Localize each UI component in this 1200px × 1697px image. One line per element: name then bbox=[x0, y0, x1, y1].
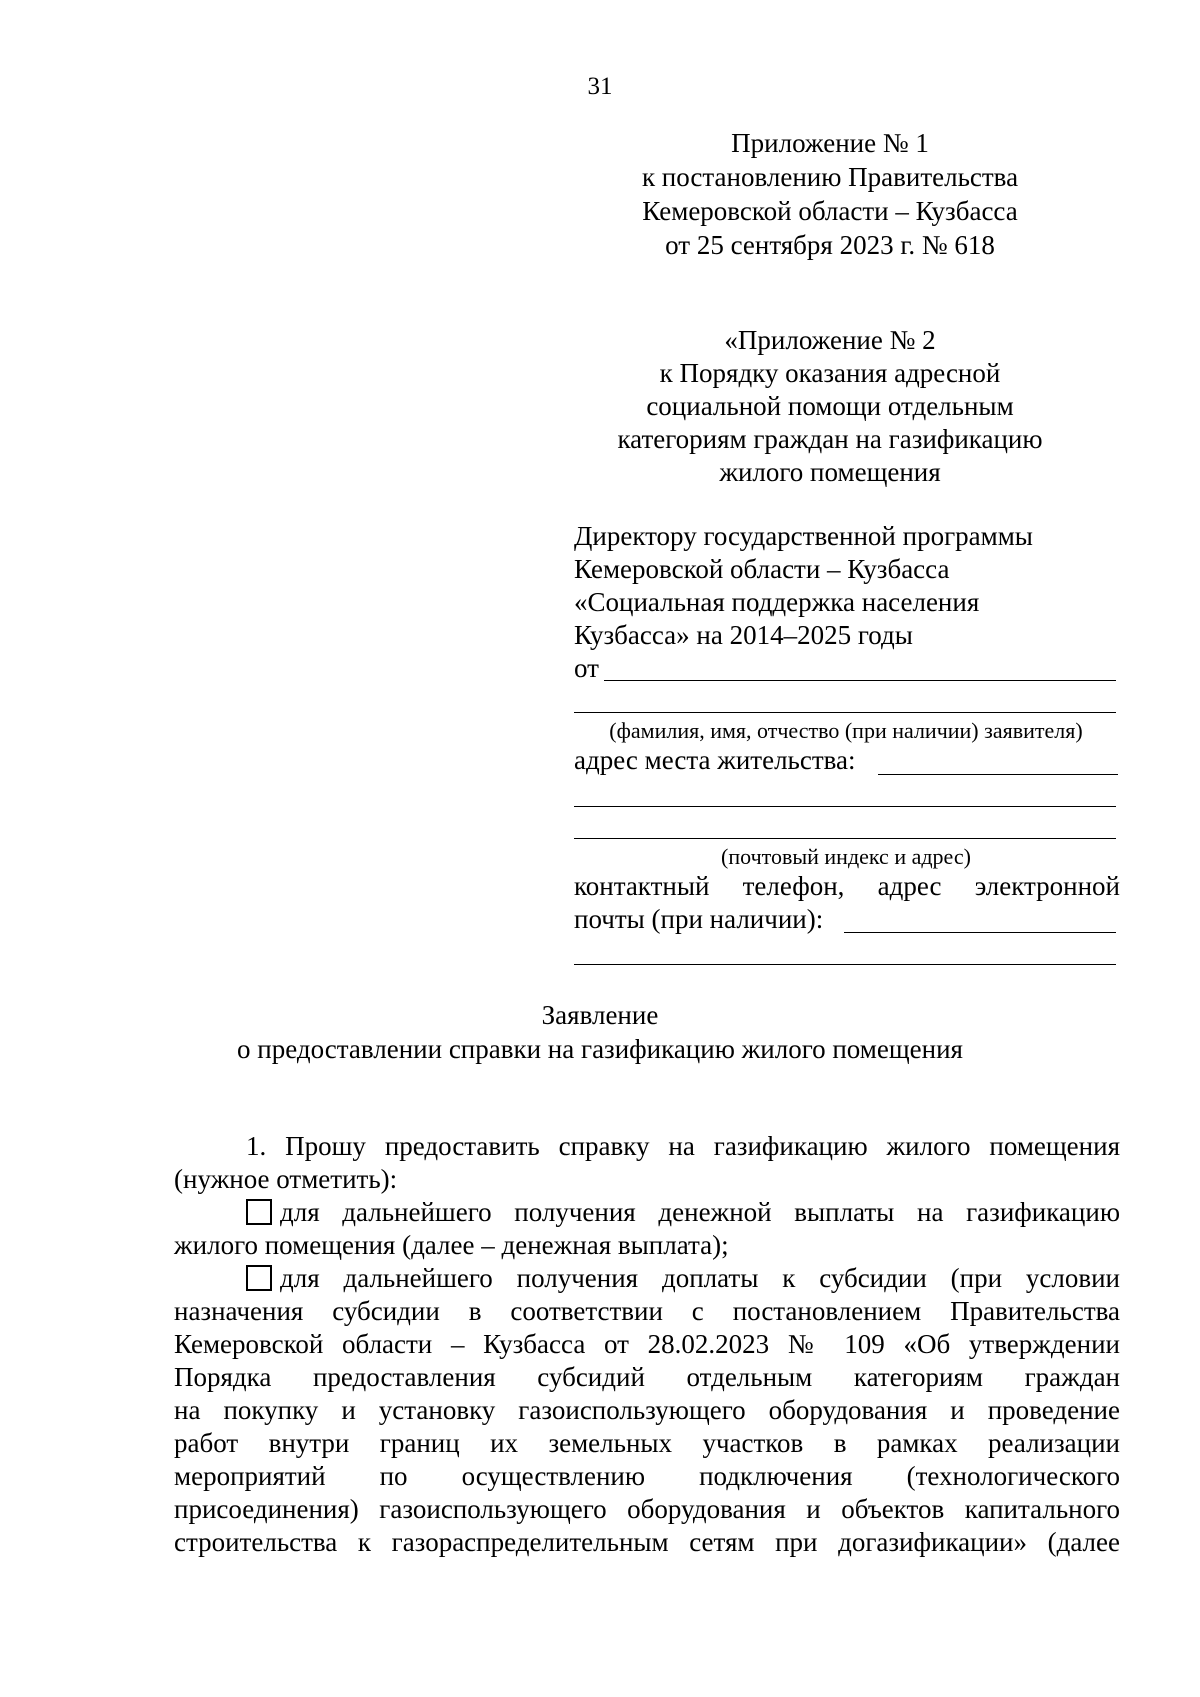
option-2-line: работ внутри границ их земельных участков в рамках реализации bbox=[174, 1428, 1120, 1458]
contact-label-line-2: почты (при наличии): bbox=[574, 904, 824, 934]
appendix-2-line: социальной помощи отдельным bbox=[646, 391, 1014, 421]
addressee-line: Кемеровской области – Кузбасса bbox=[574, 554, 950, 584]
appendix-2-line: к Порядку оказания адресной bbox=[659, 358, 1001, 388]
contact-field-line-1[interactable] bbox=[844, 932, 1116, 933]
paragraph-1-line: (нужное отметить): bbox=[174, 1164, 398, 1194]
appendix-2-line: «Приложение № 2 bbox=[724, 325, 936, 355]
option-2-line: Порядка предоставления субсидий отдельным категориям граждан bbox=[174, 1362, 1120, 1392]
applicant-name-hint: (фамилия, имя, отчество (при наличии) заявителя) bbox=[609, 718, 1083, 743]
option-2-checkbox[interactable] bbox=[246, 1265, 272, 1291]
appendix-1-header bbox=[560, 126, 1100, 262]
address-field-line-3[interactable] bbox=[574, 838, 1116, 839]
postal-hint: (почтовый индекс и адрес) bbox=[721, 844, 971, 869]
appendix-2-line: жилого помещения bbox=[719, 457, 941, 487]
address-field-line-2[interactable] bbox=[574, 806, 1116, 807]
appendix-1-line: Кемеровской области – Кузбасса bbox=[642, 196, 1018, 226]
from-label: от bbox=[574, 653, 599, 683]
body-text bbox=[174, 1130, 1120, 1559]
addressee-line: Кузбасса» на 2014–2025 годы bbox=[574, 620, 913, 650]
option-2-line bbox=[174, 1262, 1120, 1295]
appendix-1-line: от 25 сентября 2023 г. № 618 bbox=[665, 230, 995, 260]
addressee-line: Директору государственной программы bbox=[574, 521, 1033, 551]
address-field-line-1[interactable] bbox=[878, 774, 1118, 775]
document-title: Заявление bbox=[541, 1000, 659, 1030]
option-2-line: Кемеровской области – Кузбасса от 28.02.2023 № 109 «Об утверждении bbox=[174, 1329, 1120, 1359]
option-2-line: мероприятий по осуществлению подключения (технологического bbox=[174, 1461, 1120, 1491]
applicant-name-field-line-1[interactable] bbox=[604, 680, 1116, 681]
option-2-text: для дальнейшего получения доплаты к субсидии (при условии bbox=[280, 1263, 1120, 1293]
appendix-1-line: к постановлению Правительства bbox=[641, 162, 1019, 192]
appendix-2-line: категориям граждан на газификацию bbox=[617, 424, 1043, 454]
paragraph-1-line: 1. Прошу предоставить справку на газификацию жилого помещения bbox=[246, 1131, 1120, 1161]
option-1-text: для дальнейшего получения денежной выплаты на газификацию bbox=[280, 1197, 1120, 1227]
option-1-line: жилого помещения (далее – денежная выплата); bbox=[174, 1230, 729, 1260]
option-2-line: на покупку и установку газоиспользующего оборудования и проведение bbox=[174, 1395, 1120, 1425]
addressee-block bbox=[574, 520, 1122, 652]
appendix-2-header bbox=[560, 324, 1100, 489]
page-number: 31 bbox=[587, 73, 613, 100]
contact-label-line-1: контактный телефон, адрес электронной bbox=[574, 871, 1120, 901]
option-2-line: назначения субсидии в соответствии с постановлением Правительства bbox=[174, 1296, 1120, 1326]
contact-field-line-2[interactable] bbox=[574, 964, 1116, 965]
appendix-1-line: Приложение № 1 bbox=[731, 128, 929, 158]
option-1-line bbox=[174, 1196, 1120, 1229]
document-subtitle: о предоставлении справки на газификацию жилого помещения bbox=[237, 1034, 963, 1064]
option-1-checkbox[interactable] bbox=[246, 1199, 272, 1225]
address-label: адрес места жительства: bbox=[574, 745, 856, 775]
option-2-line: присоединения) газоиспользующего оборудования и объектов капитального bbox=[174, 1494, 1120, 1524]
applicant-name-field-line-2[interactable] bbox=[574, 712, 1116, 713]
option-2-line: строительства к газораспределительным сетям при догазификации» (далее bbox=[174, 1527, 1120, 1557]
addressee-line: «Социальная поддержка населения bbox=[574, 587, 980, 617]
